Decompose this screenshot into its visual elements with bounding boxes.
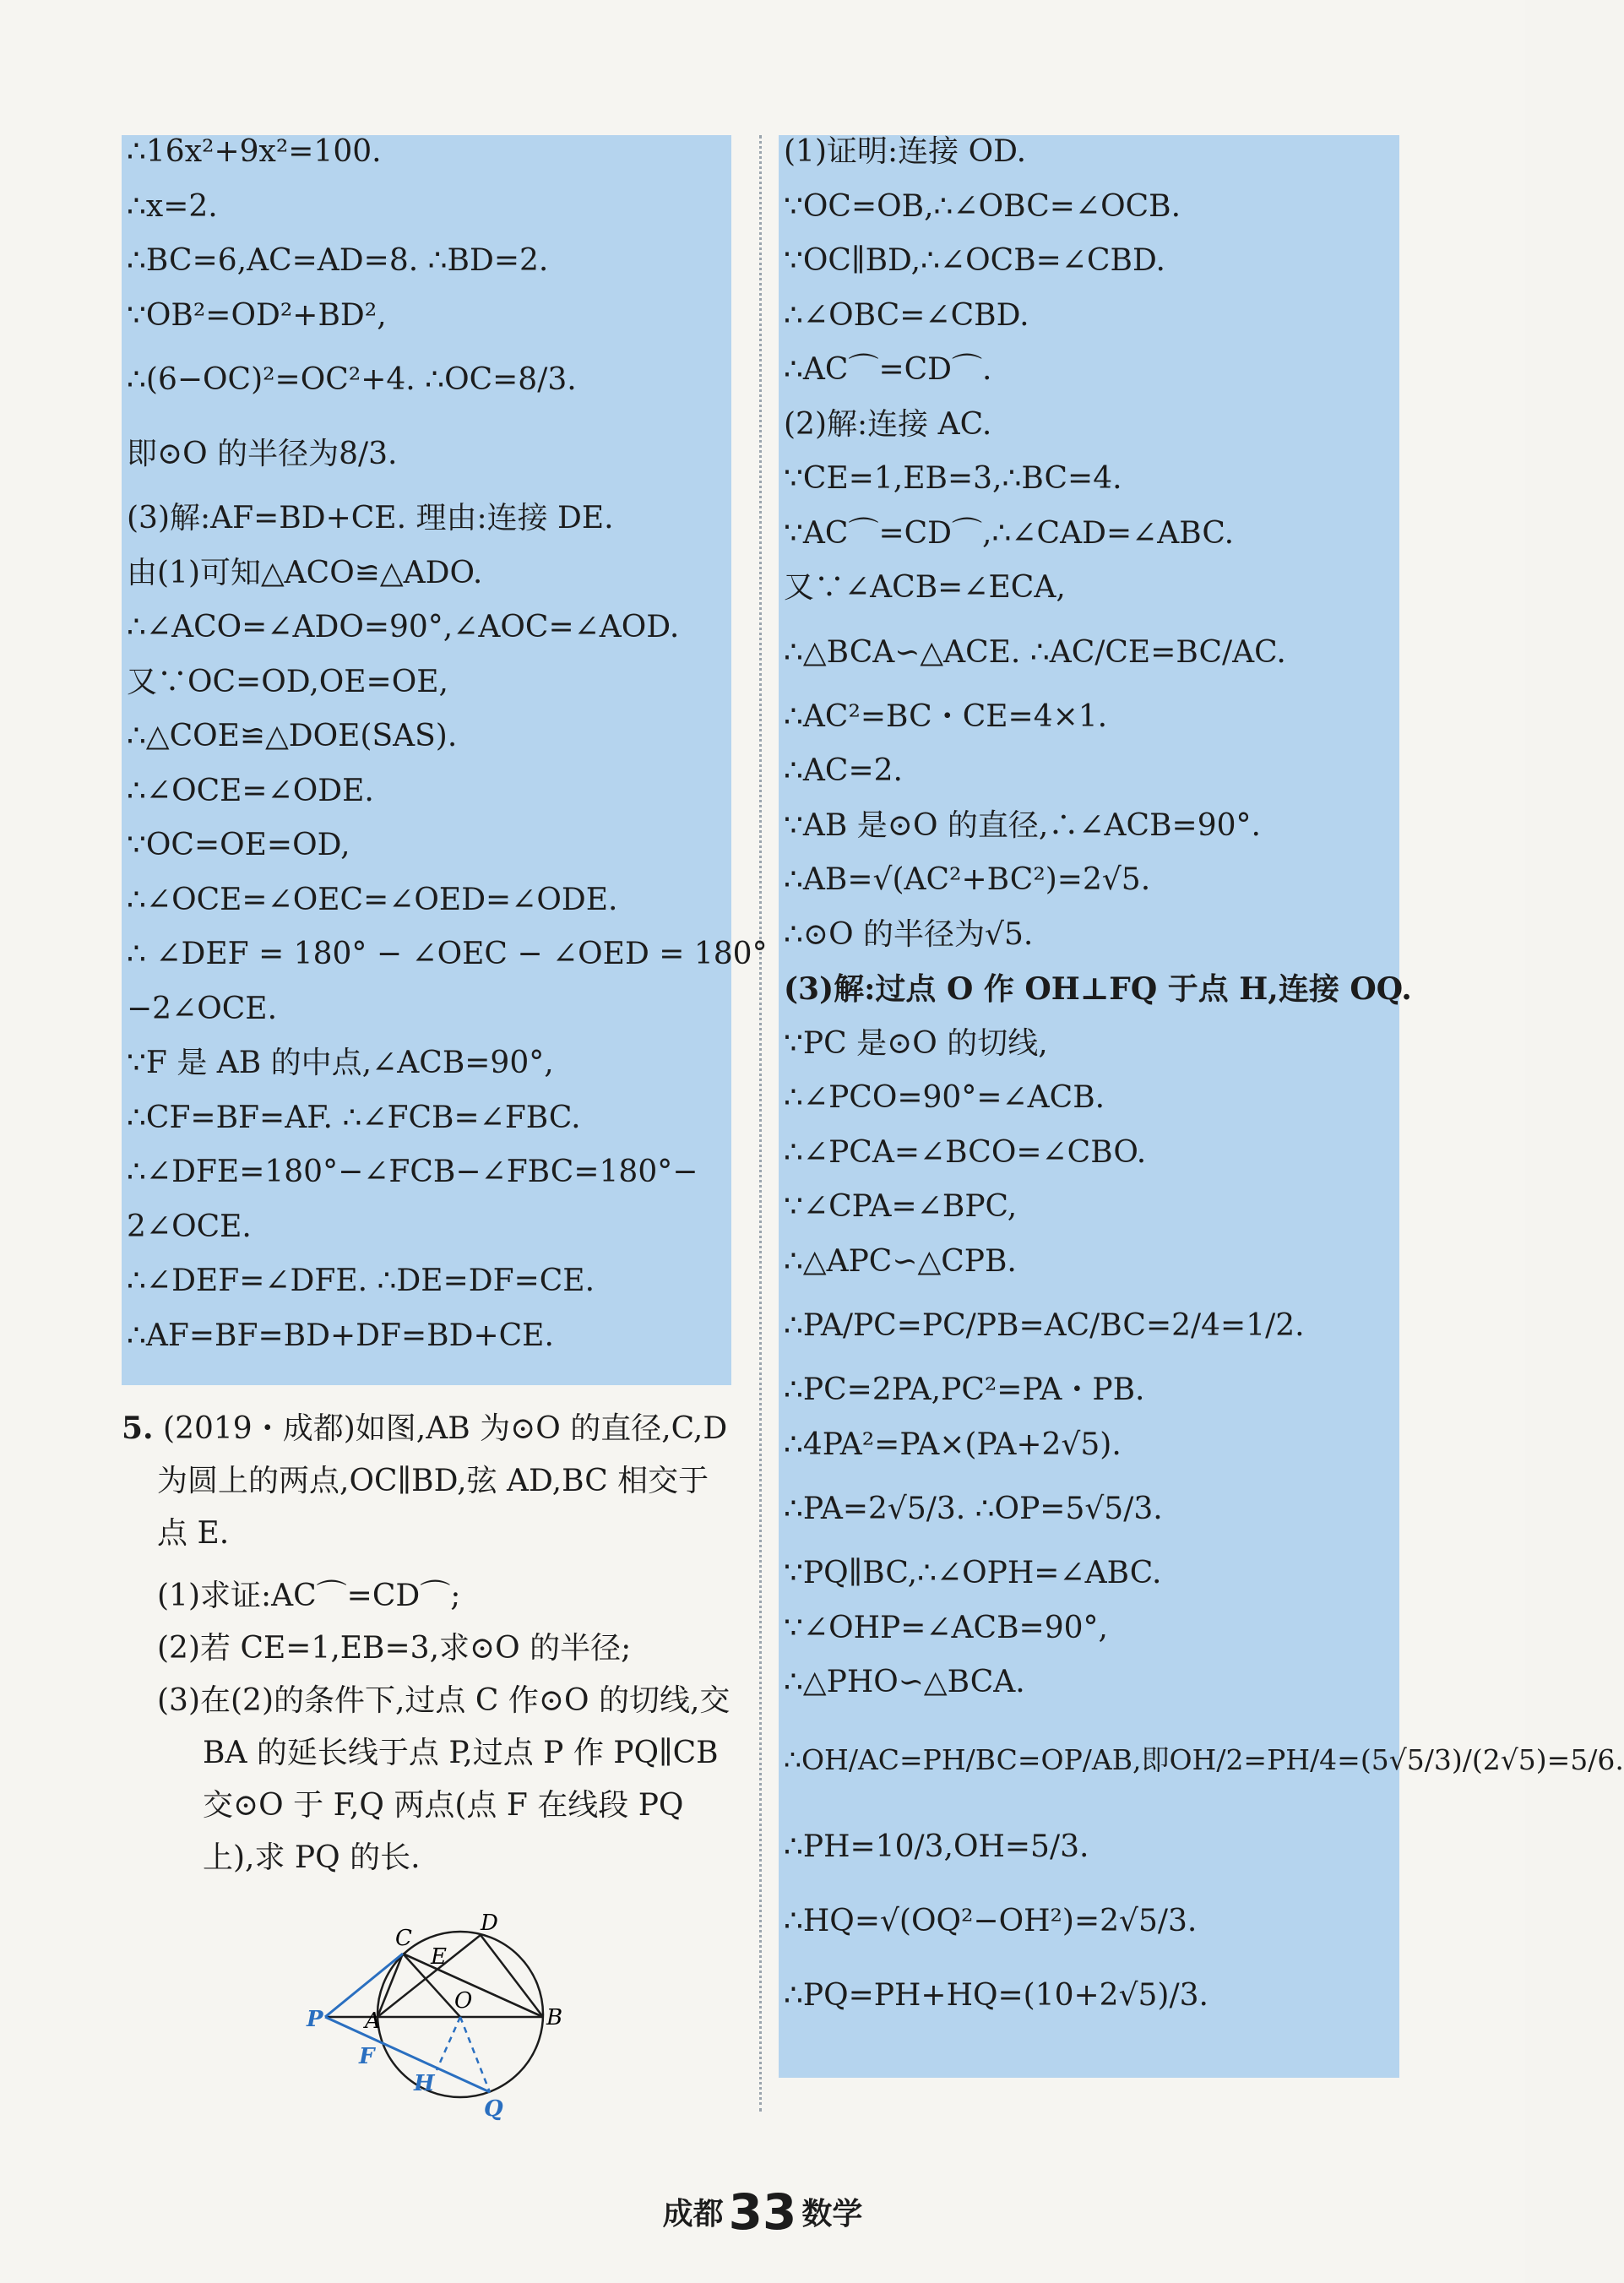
label-e: E	[431, 1944, 447, 1970]
solution-line: ∵∠OHP=∠ACB=90°,	[784, 1610, 1108, 1645]
solution-line: ∵OC∥BD,∴∠OCB=∠CBD.	[784, 243, 1166, 278]
solution-line: ∴PH=10/3,OH=5/3.	[784, 1829, 1089, 1864]
solution-line: ∴△BCA∽△ACE. ∴AC/CE=BC/AC.	[784, 634, 1286, 670]
solution-line: ∴AC⌒=CD⌒.	[784, 352, 992, 387]
solution-line: ∴ ∠DEF = 180° − ∠OEC − ∠OED = 180°	[127, 937, 768, 971]
solution-line: ∴AF=BF=BD+DF=BD+CE.	[127, 1318, 554, 1353]
problem-line: 点 E.	[157, 1516, 230, 1551]
label-f: F	[359, 2044, 375, 2069]
solution-line: ∴∠OCE=∠OEC=∠OED=∠ODE.	[127, 882, 618, 917]
solution-line: ∴PA=2√5/3. ∴OP=5√5/3.	[784, 1492, 1163, 1526]
segment-oh	[437, 2017, 460, 2070]
solution-line: ∴16x²+9x²=100.	[127, 134, 382, 169]
solution-line: ∴△PHO∽△BCA.	[784, 1665, 1025, 1699]
solution-line: ∴AC²=BC・CE=4×1.	[784, 698, 1108, 734]
footer-city: 成都	[662, 2197, 724, 2231]
solution-line: ∴AC=2.	[784, 753, 903, 788]
solution-line: 由(1)可知△ACO≌△ADO.	[127, 555, 483, 590]
footer-subject: 数学	[801, 2197, 863, 2231]
solution-line: ∵CE=1,EB=3,∴BC=4.	[784, 461, 1122, 496]
solution-line: ∴4PA²=PA×(PA+2√5).	[784, 1427, 1122, 1462]
segment-cb	[403, 1954, 543, 2017]
solution-line: ∴OH/AC=PH/BC=OP/AB,即OH/2=PH/4=(5√5/3)/(2√5)=5/6.	[784, 1742, 1624, 1776]
solution-line: ∵PQ∥BC,∴∠OPH=∠ABC.	[784, 1556, 1162, 1590]
page-footer	[0, 2183, 1525, 2241]
solution-line: ∴PA/PC=PC/PB=AC/BC=2/4=1/2.	[784, 1308, 1305, 1343]
label-b: B	[546, 2005, 563, 2030]
solution-line: (2)解:连接 AC.	[784, 406, 992, 442]
geometry-figure	[300, 1905, 578, 2124]
solution-line: ∵F 是 AB 的中点,∠ACB=90°,	[127, 1046, 554, 1080]
solution-line: ∴(6−OC)²=OC²+4. ∴OC=8/3.	[127, 362, 577, 397]
solution-line: ∴∠PCO=90°=∠ACB.	[784, 1080, 1105, 1115]
solution-line: ∴HQ=√(OQ²−OH²)=2√5/3.	[784, 1903, 1198, 1938]
label-q: Q	[484, 2096, 503, 2122]
solution-line: (3)解:过点 O 作 OH⊥FQ 于点 H,连接 OQ.	[784, 971, 1412, 1007]
problem-line: 为圆上的两点,OC∥BD,弦 AD,BC 相交于	[157, 1464, 709, 1498]
problem-part: (1)求证:AC⌒=CD⌒;	[157, 1579, 461, 1613]
solution-line: ∵OC=OE=OD,	[127, 828, 350, 862]
solution-line: ∴△COE≌△DOE(SAS).	[127, 719, 458, 753]
solution-line: ∴⊙O 的半径为√5.	[784, 916, 1034, 952]
solution-line: ∵AB 是⊙O 的直径,∴∠ACB=90°.	[784, 807, 1261, 843]
label-c: C	[395, 1926, 412, 1951]
solution-line: 即⊙O 的半径为8/3.	[127, 437, 398, 471]
solution-line: −2∠OCE.	[127, 991, 278, 1026]
solution-line: ∴∠DEF=∠DFE. ∴DE=DF=CE.	[127, 1264, 595, 1298]
label-d: D	[481, 1911, 498, 1936]
solution-line: ∵∠CPA=∠BPC,	[784, 1189, 1018, 1224]
problem-part: (2)若 CE=1,EB=3,求⊙O 的半径;	[157, 1631, 632, 1666]
problem-line	[122, 1402, 746, 1455]
label-p: P	[307, 2007, 323, 2032]
solution-line: (3)解:AF=BD+CE. 理由:连接 DE.	[127, 501, 614, 535]
solution-line: ∵OB²=OD²+BD²,	[127, 297, 387, 333]
solution-line: ∴AB=√(AC²+BC²)=2√5.	[784, 862, 1151, 897]
problem-stem: (2019・成都)如图,AB 为⊙O 的直径,C,D	[163, 1411, 728, 1446]
problem-part: BA 的延长线于点 P,过点 P 作 PQ∥CB	[203, 1736, 719, 1770]
solution-line: ∴BC=6,AC=AD=8. ∴BD=2.	[127, 243, 549, 278]
solution-line: 2∠OCE.	[127, 1209, 252, 1244]
solution-line: ∴∠ACO=∠ADO=90°,∠AOC=∠AOD.	[127, 610, 680, 644]
solution-line: 又∵OC=OD,OE=OE,	[127, 664, 448, 699]
problem-part: 上),求 PQ 的长.	[203, 1840, 421, 1875]
problem-part: 交⊙O 于 F,Q 两点(点 F 在线段 PQ	[203, 1788, 684, 1823]
solution-line: ∴∠OCE=∠ODE.	[127, 773, 374, 808]
solution-line: ∴x=2.	[127, 188, 218, 224]
solution-line: ∴CF=BF=AF. ∴∠FCB=∠FBC.	[127, 1100, 581, 1135]
solution-line: ∴PC=2PA,PC²=PA・PB.	[784, 1373, 1145, 1407]
solution-line: 又∵∠ACB=∠ECA,	[784, 570, 1066, 605]
problem-part: (3)在(2)的条件下,过点 C 作⊙O 的切线,交	[157, 1683, 731, 1718]
solution-line: ∵PC 是⊙O 的切线,	[784, 1025, 1048, 1061]
problem-5	[122, 1402, 746, 1884]
solution-line: (1)证明:连接 OD.	[784, 134, 1027, 169]
label-h: H	[414, 2071, 435, 2096]
label-o: O	[454, 1988, 473, 2014]
right-solution-text	[784, 125, 1624, 2033]
solution-line: ∴∠OBC=∠CBD.	[784, 297, 1029, 333]
problem-number: 5.	[122, 1411, 154, 1446]
column-divider	[759, 135, 762, 2112]
solution-line: ∵AC⌒=CD⌒,∴∠CAD=∠ABC.	[784, 515, 1235, 551]
solution-line: ∵OC=OB,∴∠OBC=∠OCB.	[784, 188, 1181, 224]
solution-line: ∴△APC∽△CPB.	[784, 1243, 1017, 1279]
left-solution-text	[127, 125, 768, 1363]
page-number: 33	[728, 2183, 797, 2241]
solution-line: ∴PQ=PH+HQ=(10+2√5)/3.	[784, 1977, 1208, 2013]
solution-line: ∴∠DFE=180°−∠FCB−∠FBC=180°−	[127, 1155, 698, 1189]
label-a: A	[365, 2008, 381, 2034]
solution-line: ∴∠PCA=∠BCO=∠CBO.	[784, 1134, 1147, 1170]
